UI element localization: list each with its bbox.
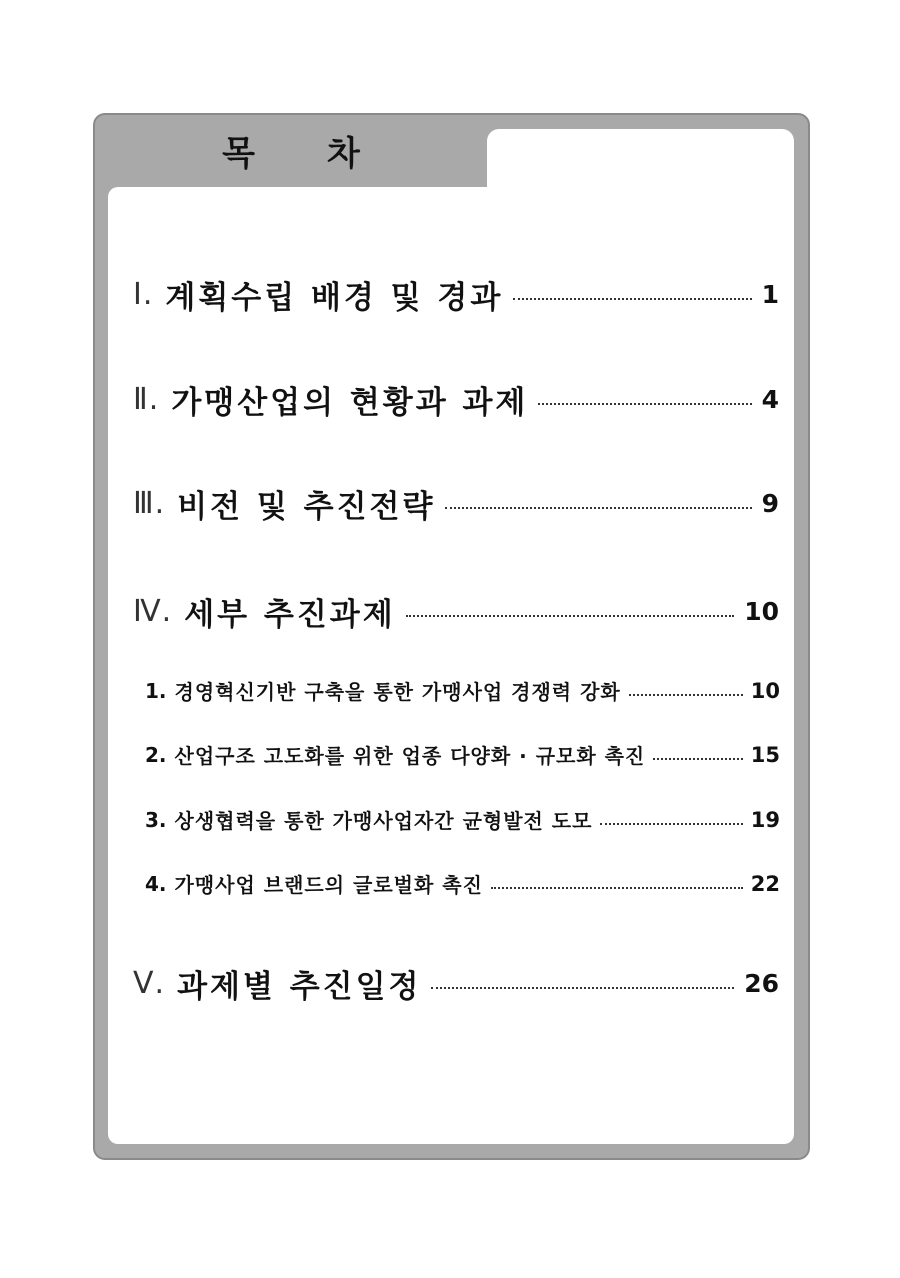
dot-leader — [538, 403, 751, 405]
toc-section-2[interactable] — [133, 377, 779, 422]
toc-subsection-3[interactable] — [145, 805, 780, 834]
section-numeral: Ⅱ. — [133, 382, 160, 417]
dot-leader — [431, 987, 734, 989]
page-title-part2: 차 — [327, 133, 360, 174]
subsection-page: 15 — [750, 742, 780, 767]
section-numeral: Ⅰ. — [133, 277, 154, 312]
toc-section-5[interactable] — [133, 961, 779, 1006]
section-page: 1 — [761, 280, 779, 309]
subsection-number: 3. — [145, 807, 167, 832]
section-title: 가맹산업의 현황과 과제 — [171, 385, 529, 421]
toc-subsection-4[interactable] — [145, 869, 780, 898]
subsection-page: 10 — [750, 678, 780, 703]
subsection-page: 19 — [750, 807, 780, 832]
dot-leader — [445, 507, 751, 509]
section-title: 계획수립 배경 및 경과 — [165, 280, 504, 316]
subsection-number: 2. — [145, 742, 167, 767]
section-title: 과제별 추진일정 — [177, 969, 422, 1005]
subsection-title: 산업구조 고도화를 위한 업종 다양화 · 규모화 촉진 — [174, 744, 646, 768]
section-numeral: Ⅳ. — [133, 594, 173, 629]
dot-leader — [406, 615, 735, 617]
dot-leader — [653, 758, 743, 760]
section-title: 비전 및 추진전략 — [177, 489, 436, 525]
subsection-number: 1. — [145, 678, 167, 703]
subsection-page: 22 — [750, 871, 780, 896]
section-title: 세부 추진과제 — [184, 597, 396, 633]
dot-leader — [600, 823, 742, 825]
dot-leader — [513, 298, 751, 300]
section-numeral: Ⅲ. — [133, 486, 166, 521]
subsection-number: 4. — [145, 871, 167, 896]
section-page: 10 — [744, 597, 779, 626]
section-numeral: Ⅴ. — [133, 966, 166, 1001]
section-page: 9 — [761, 489, 779, 518]
dot-leader — [629, 694, 743, 696]
page-title-part1: 목 — [222, 133, 255, 174]
toc-section-1[interactable] — [133, 272, 779, 317]
toc-section-4[interactable] — [133, 589, 779, 634]
subsection-title: 가맹사업 브랜드의 글로벌화 촉진 — [174, 873, 483, 897]
subsection-title: 상생협력을 통한 가맹사업자간 균형발전 도모 — [174, 809, 593, 833]
toc-section-3[interactable] — [133, 481, 779, 526]
toc-subsection-2[interactable] — [145, 740, 780, 769]
subsection-title: 경영혁신기반 구축을 통한 가맹사업 경쟁력 강화 — [174, 680, 621, 704]
dot-leader — [491, 887, 743, 889]
toc-subsection-1[interactable] — [145, 676, 780, 705]
section-page: 26 — [744, 969, 779, 998]
section-page: 4 — [761, 385, 779, 414]
